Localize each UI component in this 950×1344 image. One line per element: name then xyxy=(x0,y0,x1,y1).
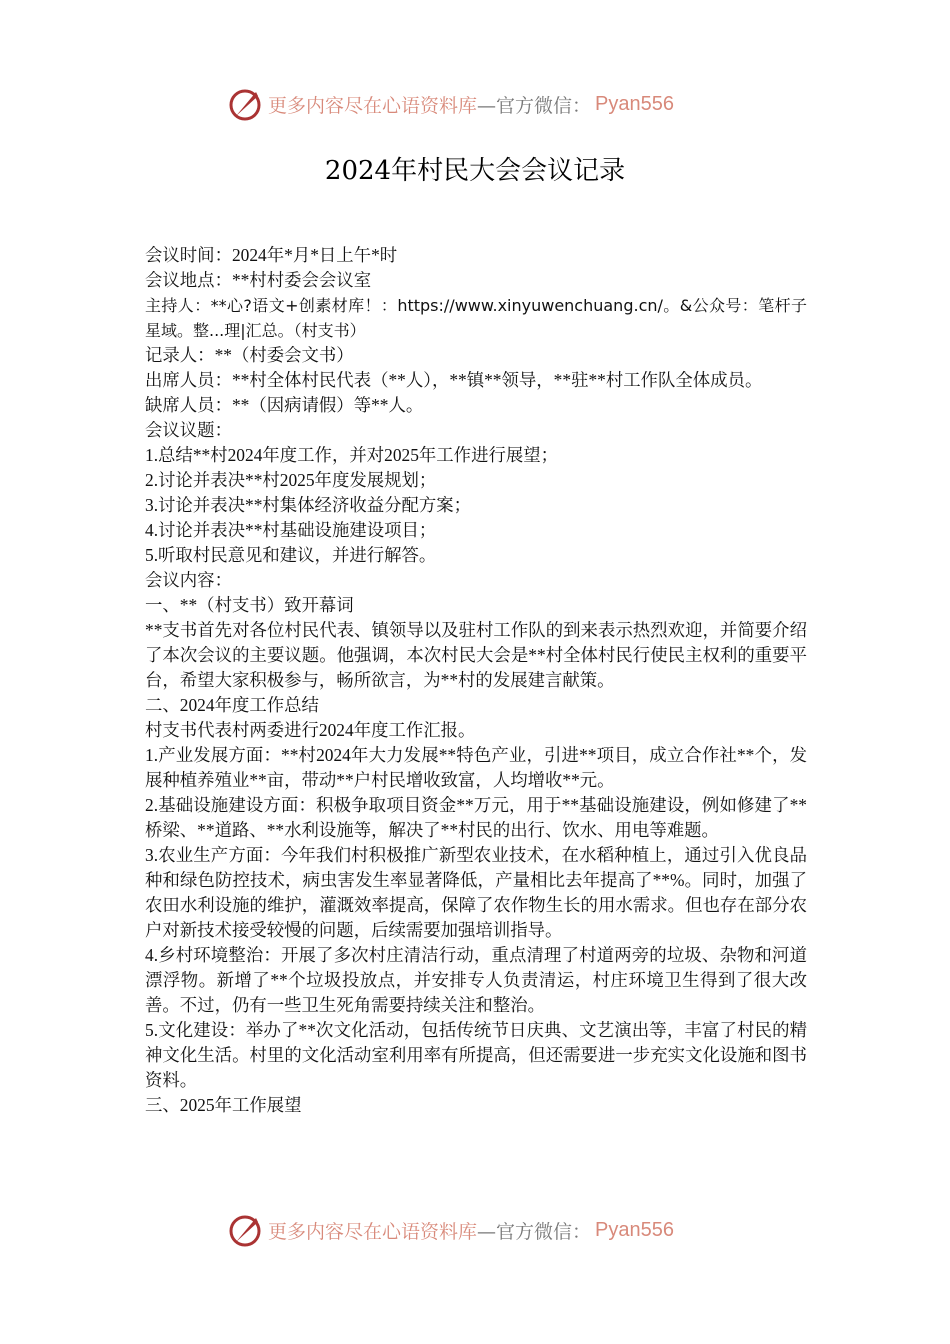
paragraph: 4.讨论并表决**村基础设施建设项目； xyxy=(145,520,437,540)
paragraph: 村支书代表村两委进行2024年度工作汇报。 xyxy=(145,720,476,740)
paragraph: 会议议题： xyxy=(145,420,232,440)
paragraph: 2.基础设施建设方面：积极争取项目资金**万元，用于**基础设施建设，例如修建了**桥梁、**道路、**水利设施等，解决了**村民的出行、饮水、用电等难题。 xyxy=(145,795,807,840)
header-banner xyxy=(228,84,674,124)
paragraph: 主持人：**心?语文+创素材库！：https://www.xinyuwenchuang.cn/。&公众号：笔杆子星域。整...理|汇总。（村支书） xyxy=(145,296,807,340)
paragraph: 1.总结**村2024年度工作，并对2025年工作进行展望； xyxy=(145,445,559,465)
paragraph: 3.讨论并表决**村集体经济收益分配方案； xyxy=(145,495,472,515)
paragraph: **支书首先对各位村民代表、镇领导以及驻村工作队的到来表示热烈欢迎，并简要介绍了本次会议的主要议题。他强调，本次村民大会是**村全体村民行使民主权利的重要平台，希望大家积极参与，畅所欲言，为**村的发展建言献策。 xyxy=(145,620,807,690)
paragraph: 三、2025年工作展望 xyxy=(145,1095,302,1115)
paragraph: 二、2024年度工作总结 xyxy=(145,695,319,715)
paragraph: 记录人：**（村委会文书） xyxy=(145,345,354,365)
paragraph: 会议地点：**村村委会会议室 xyxy=(145,270,372,290)
paragraph: 缺席人员：**（因病请假）等**人。 xyxy=(145,395,424,415)
banner-wechat-label: —官方微信： xyxy=(477,1220,592,1243)
banner-wechat-id: Pyan556 xyxy=(595,92,674,115)
banner-wechat-id: Pyan556 xyxy=(595,1218,674,1241)
quill-logo-icon xyxy=(228,86,264,122)
page-title: 2024年村民大会会议记录 xyxy=(324,156,626,186)
paragraph: 一、**（村支书）致开幕词 xyxy=(145,595,354,615)
paragraph: 2.讨论并表决**村2025年度发展规划； xyxy=(145,470,437,490)
paragraph: 3.农业生产方面：今年我们村积极推广新型农业技术，在水稻种植上，通过引入优良品种和绿色防控技术，病虫害发生率显著降低，产量相比去年提高了**%。同时，加强了农田水利设施的维护，灌溉效率提高，保障了农作物生长的用水需求。但也存在部分农户对新技术接受较慢的问题，后续需要加强培训指导。 xyxy=(145,845,807,940)
document-body xyxy=(145,243,807,1118)
banner-text: 更多内容尽在心语资料库 xyxy=(268,1220,478,1243)
paragraph: 5.听取村民意见和建议，并进行解答。 xyxy=(145,545,437,565)
paragraph: 5.文化建设：举办了**次文化活动，包括传统节日庆典、文艺演出等，丰富了村民的精神文化生活。村里的文化活动室利用率有所提高，但还需要进一步充实文化设施和图书资料。 xyxy=(145,1020,807,1090)
footer-banner xyxy=(228,1210,674,1250)
banner-wechat-label: —官方微信： xyxy=(477,94,592,117)
paragraph: 1.产业发展方面：**村2024年大力发展**特色产业，引进**项目，成立合作社**个，发展种植养殖业**亩，带动**户村民增收致富，人均增收**元。 xyxy=(145,745,807,790)
banner-text: 更多内容尽在心语资料库 xyxy=(268,94,478,117)
paragraph: 会议时间：2024年*月*日上午*时 xyxy=(145,245,398,265)
quill-logo-icon xyxy=(228,1212,264,1248)
paragraph: 出席人员：**村全体村民代表（**人），**镇**领导，**驻**村工作队全体成员。 xyxy=(145,370,763,390)
paragraph: 4.乡村环境整治：开展了多次村庄清洁行动，重点清理了村道两旁的垃圾、杂物和河道漂浮物。新增了**个垃圾投放点，并安排专人负责清运，村庄环境卫生得到了很大改善。不过，仍有一些卫生死角需要持续关注和整治。 xyxy=(145,945,807,1015)
paragraph: 会议内容： xyxy=(145,570,232,590)
